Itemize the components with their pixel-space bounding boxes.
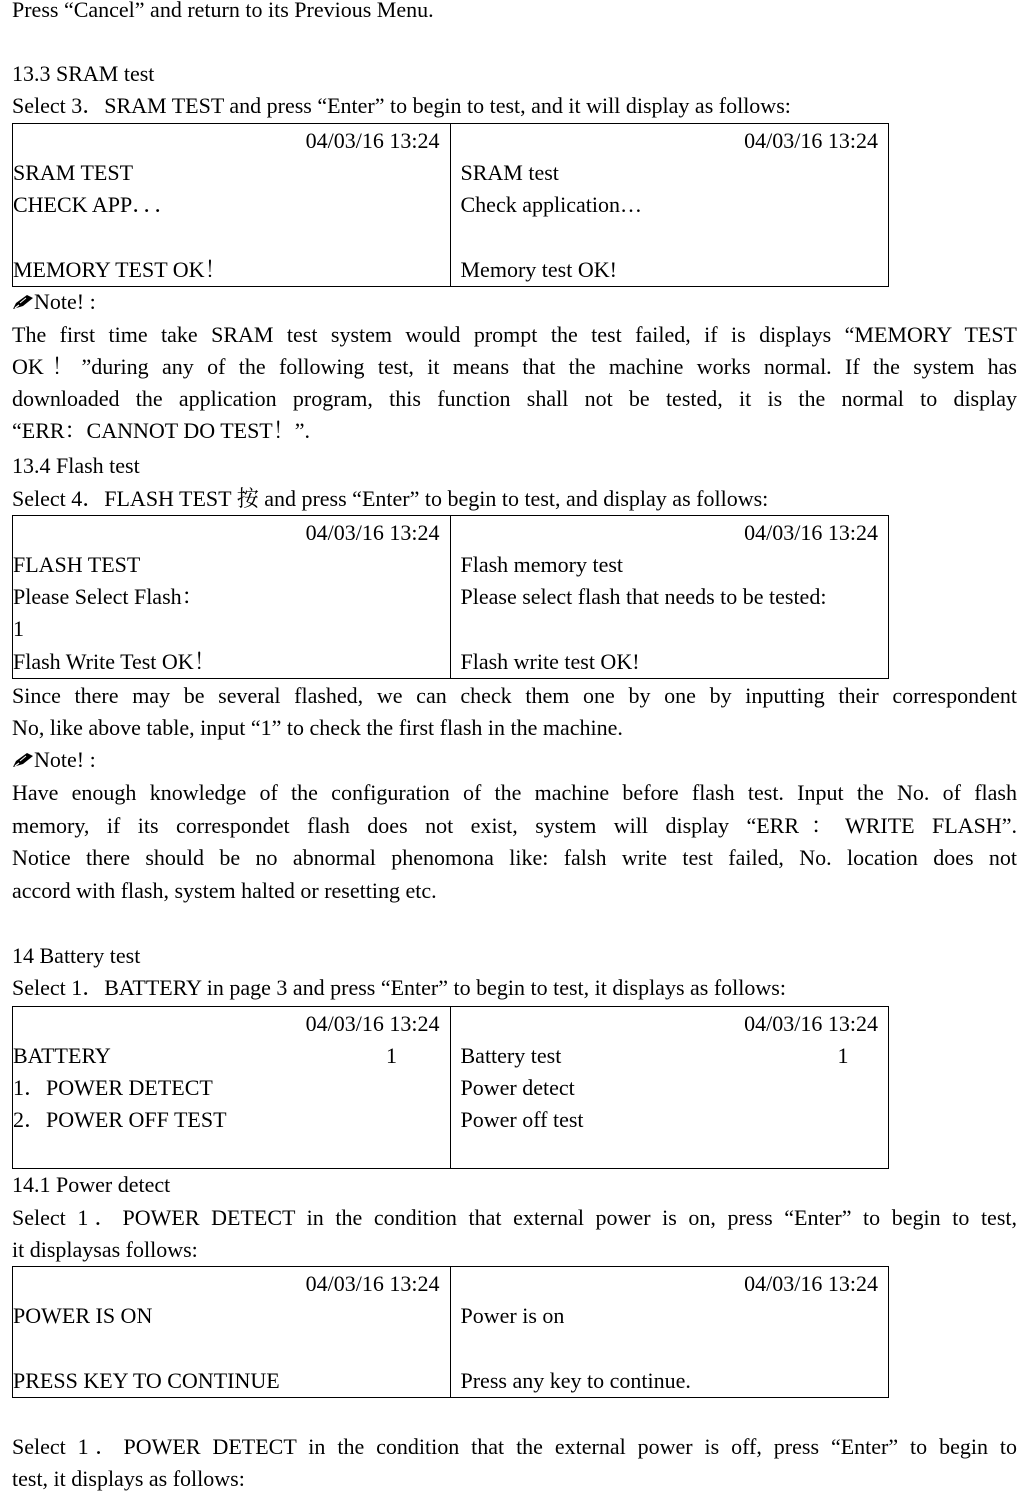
battery-display-table xyxy=(12,1006,889,1169)
intro-line: Press “Cancel” and return to its Previous Menu. xyxy=(12,0,434,22)
page-number: 1 xyxy=(837,1043,849,1068)
battery-display-cell-left xyxy=(13,1007,451,1168)
display-line: MEMORY TEST OK！ xyxy=(13,257,227,282)
battery-instruction: Select 1．BATTERY in page 3 and press “Enter” to begin to test, it displays as follows: xyxy=(12,975,786,1000)
flash-display-cell-right xyxy=(451,516,889,678)
sram-note-line: downloaded the application program, this function shall not be tested, it is the normal to display xyxy=(12,386,1017,411)
display-line: Please Select Flash： xyxy=(13,584,204,609)
flash-note-line: memory, if its correspondet flash does not exist, system will display “ERR：WRITE FLASH”. xyxy=(12,813,1017,838)
power-instruction-line: Select 1．POWER DETECT in the condition that external power is on, press “Enter” to begin to test, xyxy=(12,1205,1017,1230)
display-line: SRAM test xyxy=(460,160,559,185)
display-line: Power off test xyxy=(460,1107,584,1132)
display-line: Battery test xyxy=(460,1043,562,1068)
power-final-line: Select 1．POWER DETECT in the condition that the external power is off, press “Enter” to begin to xyxy=(12,1434,1017,1459)
menu-option: 2．POWER OFF TEST xyxy=(13,1107,227,1132)
display-line: Flash write test OK! xyxy=(460,649,640,674)
display-line: FLASH TEST xyxy=(13,552,141,577)
flash-instruction: Select 4．FLASH TEST 按 and press “Enter” to begin to test, and display as follows: xyxy=(12,486,769,511)
display-line: 1 xyxy=(13,616,24,641)
timestamp: 04/03/16 13:24 xyxy=(744,1271,878,1296)
flash-note-line: Have enough knowledge of the configuration of the machine before flash test. Input the No. of flash xyxy=(12,780,1017,805)
note-pen-icon xyxy=(12,752,34,768)
display-line: Flash memory test xyxy=(460,552,624,577)
display-line: Press any key to continue. xyxy=(460,1368,691,1393)
battery-display-cell-right xyxy=(451,1007,889,1168)
timestamp: 04/03/16 13:24 xyxy=(305,1011,440,1036)
display-line: PRESS KEY TO CONTINUE xyxy=(13,1368,280,1393)
timestamp: 04/03/16 13:24 xyxy=(305,520,440,545)
display-line: SRAM TEST xyxy=(13,160,134,185)
note-label-text: Note! : xyxy=(34,747,96,772)
power-display-cell-right xyxy=(451,1267,889,1397)
note-label-text: Note! : xyxy=(34,289,96,314)
display-line: Memory test OK! xyxy=(460,257,617,282)
flash-note-label xyxy=(12,747,96,773)
flash-note-line: accord with flash, system halted or resetting etc. xyxy=(12,878,437,903)
display-line: Check application… xyxy=(460,192,642,217)
flash-display-table xyxy=(12,515,889,679)
display-line: Flash Write Test OK！ xyxy=(13,649,216,674)
sram-display-cell-right xyxy=(451,124,889,286)
battery-heading: 14 Battery test xyxy=(12,943,141,968)
timestamp: 04/03/16 13:24 xyxy=(744,520,878,545)
sram-note-line: The first time take SRAM test system would prompt the test failed, if is displays “MEMORY TEST xyxy=(12,322,1017,347)
power-instruction-line: it displaysas follows: xyxy=(12,1237,198,1262)
display-line: Please select flash that needs to be tested: xyxy=(460,584,827,609)
flash-note-line: Notice there should be no abnormal phenomona like: falsh write test failed, No. location does not xyxy=(12,845,1017,870)
display-line: Power is on xyxy=(460,1303,565,1328)
display-line: POWER IS ON xyxy=(13,1303,153,1328)
timestamp: 04/03/16 13:24 xyxy=(305,128,440,153)
flash-after-line: No, like above table, input “1” to check the first flash in the machine. xyxy=(12,715,623,740)
display-line: CHECK APP．．． xyxy=(13,192,177,217)
power-display-table xyxy=(12,1266,889,1398)
menu-option: 1．POWER DETECT xyxy=(13,1075,213,1100)
page-number: 1 xyxy=(386,1043,397,1068)
sram-note-line: OK！”during any of the following test, it means that the machine works normal. If the system has xyxy=(12,354,1017,379)
note-pen-icon xyxy=(12,294,34,310)
timestamp: 04/03/16 13:24 xyxy=(305,1271,440,1296)
flash-display-cell-left xyxy=(13,516,451,678)
timestamp: 04/03/16 13:24 xyxy=(744,128,878,153)
power-final-line: test, it displays as follows: xyxy=(12,1466,245,1491)
sram-heading: 13.3 SRAM test xyxy=(12,61,155,86)
sram-note-label xyxy=(12,289,96,315)
timestamp: 04/03/16 13:24 xyxy=(744,1011,878,1036)
power-heading: 14.1 Power detect xyxy=(12,1172,171,1197)
display-line: BATTERY xyxy=(13,1043,111,1068)
flash-heading: 13.4 Flash test xyxy=(12,453,140,478)
sram-instruction: Select 3．SRAM TEST and press “Enter” to begin to test, and it will display as follows: xyxy=(12,93,791,118)
sram-note-line: “ERR：CANNOT DO TEST！”. xyxy=(12,418,311,443)
sram-display-table xyxy=(12,123,889,287)
power-display-cell-left xyxy=(13,1267,451,1397)
flash-after-line: Since there may be several flashed, we can check them one by one by inputting their correspondent xyxy=(12,683,1017,708)
display-line: Power detect xyxy=(460,1075,575,1100)
sram-display-cell-left xyxy=(13,124,451,286)
